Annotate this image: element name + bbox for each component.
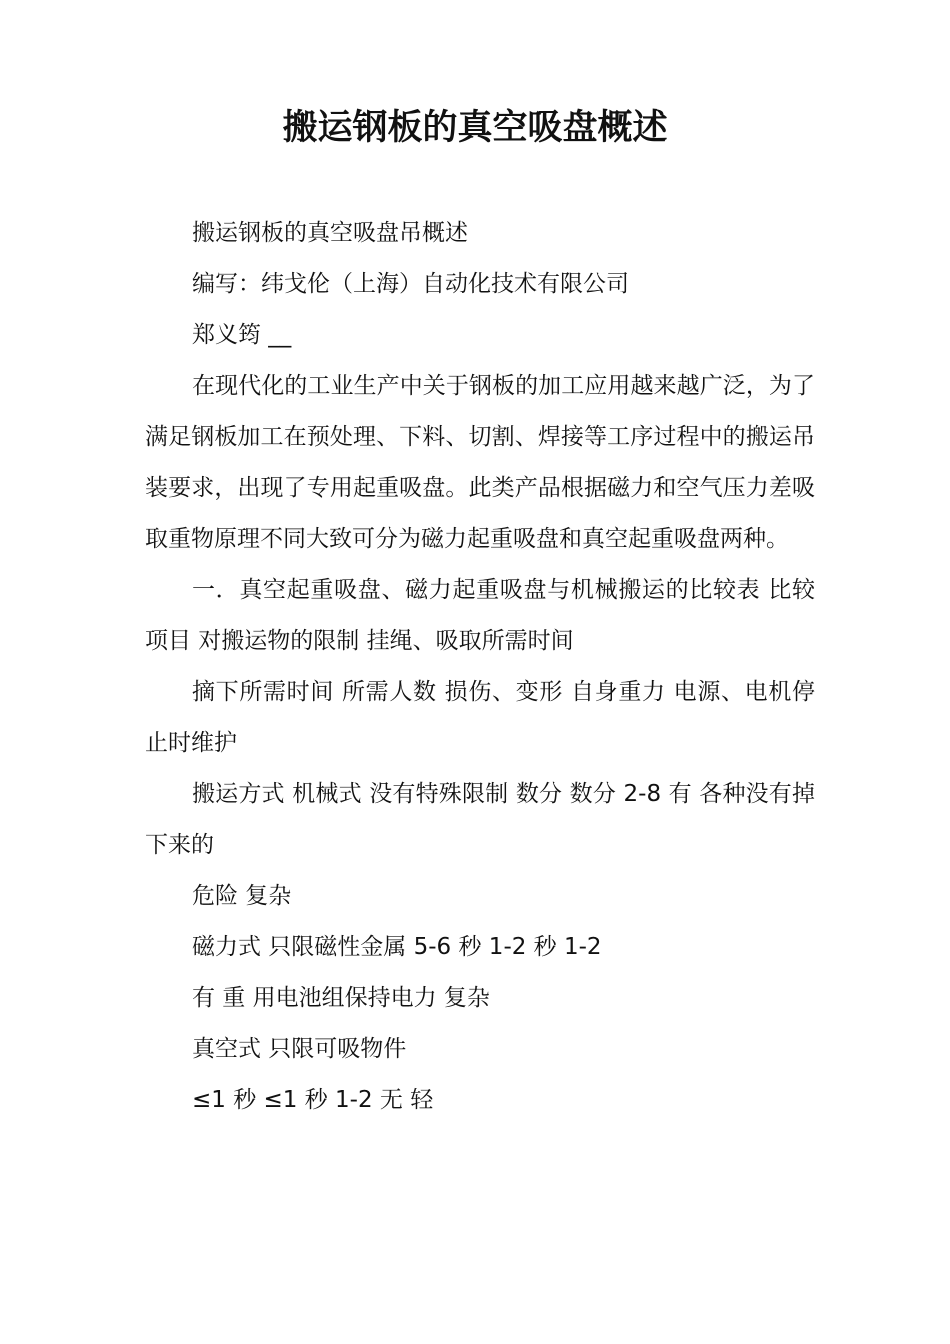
- paragraph-introduction: 在现代化的工业生产中关于钢板的加工应用越来越广泛，为了满足钢板加工在预处理、下料、切割、焊接等工序过程中的搬运吊装要求，出现了专用起重吸盘。此类产品根据磁力和空气压力差吸取重物原理不同大致可分为磁力起重吸盘和真空起重吸盘两种。: [145, 373, 815, 552]
- paragraph-subtitle: 搬运钢板的真空吸盘吊概述: [192, 220, 468, 246]
- document-title: 搬运钢板的真空吸盘概述: [282, 108, 668, 148]
- document-body: [145, 208, 815, 1126]
- paragraph-vacuum-row: 真空式 只限可吸物件: [192, 1036, 407, 1062]
- paragraph-magnetic-row: 磁力式 只限磁性金属 5-6 秒 1-2 秒 1-2: [192, 934, 602, 960]
- paragraph-table-headers: 摘下所需时间 所需人数 损伤、变形 自身重力 电源、电机停止时维护: [145, 679, 815, 756]
- paragraph-mechanical-row-cont: 危险 复杂: [192, 883, 292, 909]
- paragraph-mechanical-row: 搬运方式 机械式 没有特殊限制 数分 数分 2-8 有 各种没有掉下来的: [145, 781, 815, 858]
- paragraph-author-name: 郑义筠 __: [192, 322, 292, 348]
- paragraph-author-company: 编写：纬戈伦（上海）自动化技术有限公司: [192, 271, 629, 297]
- paragraph-magnetic-row-cont: 有 重 用电池组保持电力 复杂: [192, 985, 490, 1011]
- paragraph-section-one: 一．真空起重吸盘、磁力起重吸盘与机械搬运的比较表 比较项目 对搬运物的限制 挂绳、吸取所需时间: [145, 577, 815, 654]
- paragraph-vacuum-row-cont: ≤1 秒 ≤1 秒 1-2 无 轻: [192, 1087, 434, 1113]
